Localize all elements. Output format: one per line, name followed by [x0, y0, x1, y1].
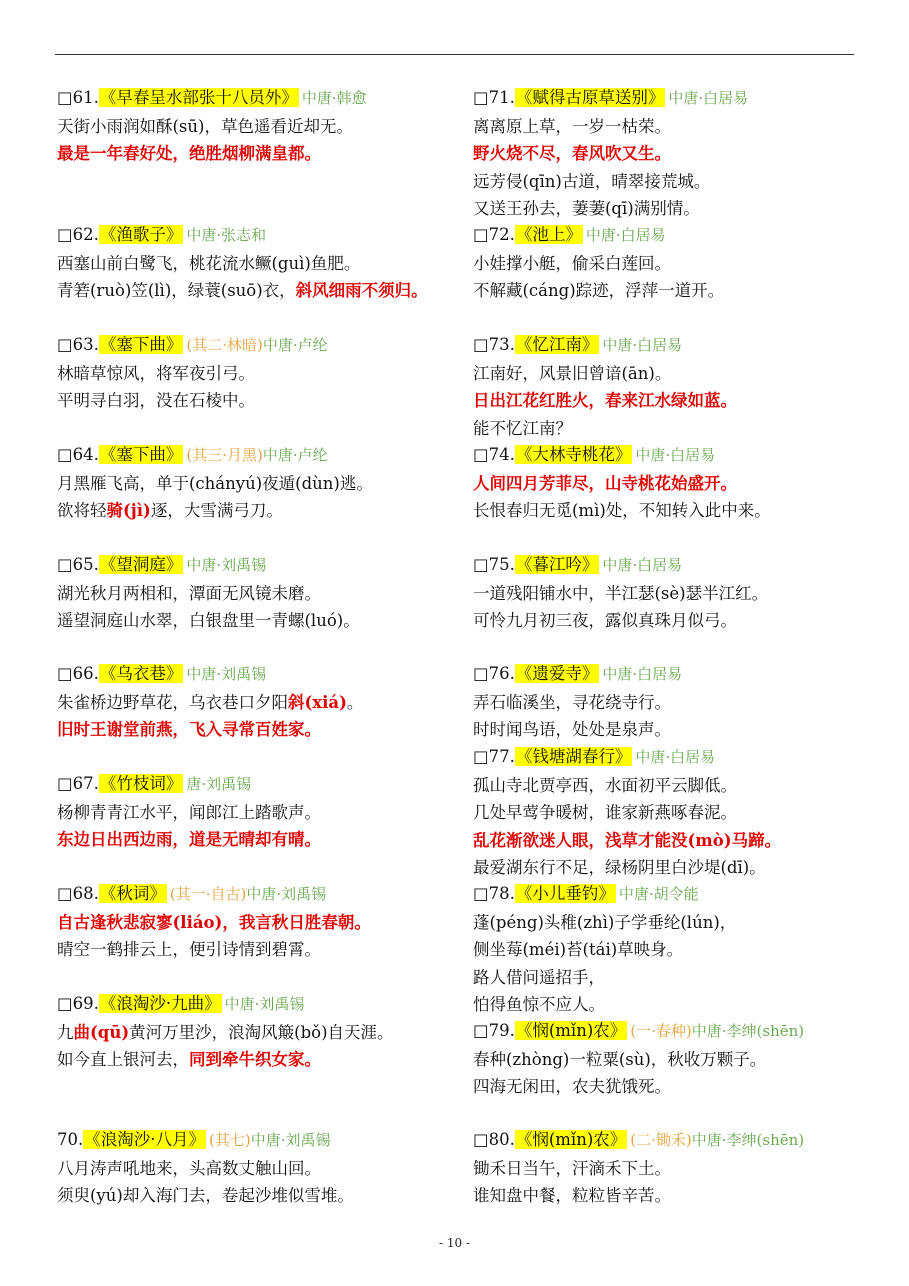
poem-line	[57, 909, 371, 937]
poem-line	[57, 1155, 354, 1183]
poem-line	[57, 497, 373, 525]
poem-title-line	[473, 221, 724, 250]
poem-subtitle: (其七)	[209, 1131, 251, 1149]
poem-line	[57, 140, 367, 168]
poem-line	[473, 799, 781, 827]
poem-entry	[57, 990, 394, 1074]
verse-text: 怕得鱼惊不应人。	[473, 995, 605, 1014]
poem-entry	[57, 84, 367, 168]
poem-entry	[473, 441, 771, 525]
poem-title-line	[473, 880, 736, 909]
header-rule	[55, 54, 854, 55]
verse-text: 。	[346, 692, 364, 712]
poem-number: □65.	[57, 555, 99, 574]
poem-line	[473, 1182, 804, 1210]
poem-entry	[473, 660, 682, 744]
highlight-verse: 自古逢秋悲寂寥(liáo)，我言秋日胜春朝。	[57, 912, 371, 932]
poem-author: 唐·刘禹锡	[186, 775, 252, 793]
poem-entry	[473, 880, 736, 1019]
poem-title-line	[473, 331, 737, 360]
poem-number: □66.	[57, 664, 99, 683]
highlight-verse: 同到牵牛织女家。	[189, 1050, 321, 1069]
poem-number: □77.	[473, 747, 515, 766]
verse-text: 弄石临溪坐，寻花绕寺行。	[473, 692, 671, 712]
poem-author: 中唐·刘禹锡	[186, 665, 267, 683]
poem-line	[473, 140, 748, 168]
poem-number: □68.	[57, 884, 99, 903]
poem-line	[57, 826, 321, 854]
poem-title-line	[57, 660, 363, 689]
poem-entry	[57, 441, 373, 525]
poem-line	[57, 580, 360, 608]
poem-line	[473, 387, 737, 415]
poem-title: 《悯(mǐn)农》	[515, 1021, 627, 1040]
poem-line	[57, 387, 328, 415]
poem-entry	[473, 551, 768, 635]
verse-text: 蓬(péng)头稚(zhì)子学垂纶(lún)，	[473, 912, 737, 932]
poem-line	[57, 716, 363, 744]
verse-text: 朱雀桥边野草花，乌衣巷口夕阳	[57, 692, 288, 712]
verse-text: 九	[57, 1022, 74, 1042]
verse-text: 最爱湖东行不足，绿杨阴里白沙堤(dī)。	[473, 858, 766, 877]
poem-entry	[473, 331, 737, 442]
poem-line	[473, 113, 748, 141]
poem-title: 《秋词》	[99, 884, 166, 903]
highlight-verse: 人间四月芳菲尽，山寺桃花始盛开。	[473, 473, 737, 493]
verse-text: 一道残阳铺水中，半江瑟(sè)瑟半江红。	[473, 583, 769, 603]
verse-text: 又送王孙去，萋萋(qī)满别情。	[473, 199, 700, 218]
poem-title: 《池上》	[515, 225, 582, 244]
poem-number: □78.	[473, 884, 515, 903]
highlight-verse: 乱花渐欲迷人眼，浅草才能没(mò)马蹄。	[473, 830, 782, 850]
poem-title-line	[57, 551, 360, 580]
poem-author: 中唐·刘禹锡	[186, 556, 267, 574]
poem-line	[473, 1046, 804, 1074]
verse-text: 孤山寺北贾亭西，水面初平云脚低。	[473, 775, 737, 795]
verse-text: 谁知盘中餐，粒粒皆辛苦。	[473, 1186, 671, 1205]
poem-entry	[57, 551, 360, 635]
verse-text: 八月涛声吼地来，头高数丈触山回。	[57, 1158, 321, 1178]
poem-title: 《乌衣巷》	[99, 664, 183, 683]
verse-text: 须臾(yú)却入海门去，卷起沙堆似雪堆。	[57, 1186, 354, 1205]
poem-author: 中唐·白居易	[602, 336, 683, 354]
page-number: - 10 -	[438, 1236, 470, 1250]
poem-author: 中唐·李绅(shēn)	[691, 1131, 805, 1149]
verse-text: 晴空一鹤排云上，便引诗情到碧霄。	[57, 940, 321, 959]
verse-text: 月黑雁飞高，单于(chányú)夜遁(dùn)逃。	[57, 473, 373, 493]
verse-text: 天街小雨润如酥(sū)，草色遥看近却无。	[57, 116, 353, 136]
poem-title: 《浪淘沙·九曲》	[99, 994, 221, 1013]
verse-text: 不解藏(cáng)踪迹，浮萍一道开。	[473, 281, 725, 300]
verse-text: 青箬(ruò)笠(lì)，绿蓑(suō)衣，	[57, 281, 296, 300]
verse-text: 杨柳青青江水平，闻郎江上踏歌声。	[57, 802, 321, 822]
poem-author: 中唐·李绅(shēn)	[691, 1022, 805, 1040]
poem-line	[57, 277, 428, 305]
poem-author: 中唐·白居易	[635, 446, 716, 464]
verse-text: 遥望洞庭山水翠，白银盘里一青螺(luó)。	[57, 611, 360, 630]
poem-subtitle: (其三·月黑)	[186, 446, 263, 464]
poem-title: 《望洞庭》	[99, 555, 183, 574]
poem-title-line	[473, 84, 748, 113]
poem-line	[473, 716, 682, 744]
poem-title: 《赋得古原草送别》	[515, 88, 665, 107]
poem-line	[57, 607, 360, 635]
poem-number: □61.	[57, 88, 99, 107]
poem-title-line	[473, 551, 768, 580]
poem-title: 《大林寺桃花》	[515, 445, 632, 464]
poem-line	[473, 991, 736, 1019]
poem-title-line	[473, 660, 682, 689]
poem-line	[473, 1073, 804, 1101]
poem-line	[473, 964, 736, 992]
poem-line	[473, 497, 771, 525]
poem-line	[57, 250, 428, 278]
poem-line	[57, 360, 328, 388]
verse-text: 时时闻鸟语，处处是泉声。	[473, 720, 671, 739]
poem-title-line	[57, 880, 371, 909]
poem-title-line	[473, 1126, 804, 1155]
verse-text: 平明寻白羽，没在石棱中。	[57, 391, 255, 410]
poem-title-line	[473, 1017, 804, 1046]
poem-title: 《塞下曲》	[99, 445, 183, 464]
poem-subtitle: (一·春种)	[630, 1022, 692, 1040]
poem-line	[473, 1155, 804, 1183]
highlight-verse: 最是一年春好处，绝胜烟柳满皇都。	[57, 144, 321, 163]
poem-line	[57, 1019, 394, 1047]
poem-title-line	[473, 441, 771, 470]
poem-entry	[473, 743, 781, 882]
verse-text: 西塞山前白鹭飞，桃花流水鳜(guì)鱼肥。	[57, 253, 361, 273]
poem-title-line	[57, 770, 321, 799]
poem-title: 《钱塘湖春行》	[515, 747, 632, 766]
poem-number: □63.	[57, 335, 99, 354]
poem-line	[473, 168, 748, 196]
highlight-verse: 曲(qū)	[73, 1022, 130, 1042]
poem-title: 《遗爱寺》	[515, 664, 599, 683]
poem-entry	[473, 1017, 804, 1101]
highlight-verse: 旧时王谢堂前燕，飞入寻常百姓家。	[57, 720, 321, 739]
poem-line	[473, 854, 781, 882]
verse-text: 小娃撑小艇，偷采白莲回。	[473, 253, 671, 273]
poem-title: 《小儿垂钓》	[515, 884, 615, 903]
poem-author: 中唐·白居易	[585, 226, 666, 244]
poem-title-line	[57, 1126, 354, 1155]
poem-title-line	[57, 221, 428, 250]
poem-author: 中唐·白居易	[668, 89, 749, 107]
poem-author: 中唐·白居易	[602, 665, 683, 683]
poem-author: 中唐·刘禹锡	[224, 995, 305, 1013]
poem-number: □76.	[473, 664, 515, 683]
poem-entry	[57, 880, 371, 964]
poem-author: 中唐·白居易	[602, 556, 683, 574]
poem-title-line	[57, 84, 367, 113]
poem-author: 中唐·卢纶	[262, 446, 328, 464]
poem-line	[473, 415, 737, 443]
poem-title: 《竹枝词》	[99, 774, 183, 793]
poem-entry	[473, 84, 748, 223]
poem-title-line	[57, 331, 328, 360]
verse-text: 锄禾日当午，汗滴禾下土。	[473, 1158, 671, 1178]
verse-text: 路人借问遥招手，	[473, 967, 605, 987]
poem-line	[473, 470, 771, 498]
poem-number: 70.	[57, 1130, 84, 1149]
verse-text: 四海无闲田，农夫犹饿死。	[473, 1077, 671, 1096]
poem-author: 中唐·白居易	[635, 748, 716, 766]
highlight-verse: 日出江花红胜火，春来江水绿如蓝。	[473, 391, 737, 410]
poem-title-line	[57, 441, 373, 470]
poem-entry	[57, 221, 428, 305]
verse-text: 林暗草惊风，将军夜引弓。	[57, 363, 255, 383]
highlight-verse: 东边日出西边雨，道是无晴却有晴。	[57, 830, 321, 849]
poem-title: 《早春呈水部张十八员外》	[99, 88, 298, 107]
poem-line	[473, 250, 724, 278]
poem-entry	[473, 1126, 804, 1210]
verse-text: 欲将轻	[57, 501, 107, 520]
poem-entry	[57, 770, 321, 854]
verse-text: 可怜九月初三夜，露似真珠月似弓。	[473, 611, 737, 630]
verse-text: 远芳侵(qīn)古道，晴翠接荒城。	[473, 171, 711, 191]
highlight-verse: 骑(jì)	[106, 501, 151, 520]
poem-line	[473, 772, 781, 800]
poem-line	[57, 470, 373, 498]
poem-number: □80.	[473, 1130, 515, 1149]
poem-number: □75.	[473, 555, 515, 574]
poem-subtitle: (其二·林暗)	[186, 336, 263, 354]
verse-text: 能不忆江南？	[473, 418, 572, 438]
poem-title-line	[57, 990, 394, 1019]
poem-number: □79.	[473, 1021, 515, 1040]
poem-line	[57, 1046, 394, 1074]
poem-number: □74.	[473, 445, 515, 464]
poem-title: 《塞下曲》	[99, 335, 183, 354]
highlight-verse: 斜(xiá)	[288, 692, 347, 712]
poem-title: 《暮江吟》	[515, 555, 599, 574]
poem-author: 中唐·张志和	[186, 226, 267, 244]
poem-subtitle: (二·锄禾)	[630, 1131, 692, 1149]
poem-line	[57, 113, 367, 141]
poem-entry	[57, 660, 363, 744]
poem-author: 中唐·卢纶	[262, 336, 328, 354]
poem-line	[473, 607, 768, 635]
verse-text: 逐，大雪满弓刀。	[150, 501, 283, 520]
verse-text: 几处早莺争暖树，谁家新燕啄春泥。	[473, 803, 737, 822]
poem-line	[473, 827, 781, 855]
poem-number: □67.	[57, 774, 99, 793]
poem-line	[57, 799, 321, 827]
poem-title: 《悯(mǐn)农》	[515, 1130, 627, 1149]
poem-entry	[473, 221, 724, 305]
poem-line	[473, 195, 748, 223]
poem-line	[473, 909, 736, 937]
poem-author: 中唐·刘禹锡	[246, 885, 327, 903]
poem-title: 《浪淘沙·八月》	[84, 1130, 205, 1149]
highlight-verse: 斜风细雨不须归。	[295, 281, 428, 300]
poem-subtitle: (其一·自古)	[169, 885, 247, 903]
poem-number: □62.	[57, 225, 99, 244]
poem-number: □72.	[473, 225, 515, 244]
verse-text: 黄河万里沙，浪淘风簸(bǒ)自天涯。	[129, 1022, 394, 1042]
highlight-verse: 野火烧不尽，春风吹又生。	[473, 144, 671, 163]
poem-line	[473, 689, 682, 717]
poem-number: □69.	[57, 994, 99, 1013]
verse-text: 侧坐莓(méi)苔(tái)草映身。	[473, 940, 684, 959]
poem-author: 中唐·胡令能	[618, 885, 699, 903]
poem-line	[473, 277, 724, 305]
poem-title-line	[473, 743, 781, 772]
poem-author: 中唐·韩愈	[301, 89, 367, 107]
poem-line	[473, 580, 768, 608]
verse-text: 如今直上银河去，	[57, 1050, 189, 1069]
verse-text: 春种(zhòng)一粒粟(sù)，秋收万颗子。	[473, 1049, 767, 1069]
poem-number: □73.	[473, 335, 515, 354]
verse-text: 离离原上草，一岁一枯荣。	[473, 116, 671, 136]
poem-number: □71.	[473, 88, 515, 107]
poem-number: □64.	[57, 445, 99, 464]
verse-text: 长恨春归无觅(mì)处，不知转入此中来。	[473, 501, 771, 520]
poem-entry	[57, 331, 328, 415]
verse-text: 江南好，风景旧曾谙(ān)。	[473, 363, 672, 383]
poem-entry	[57, 1126, 354, 1210]
poem-line	[473, 936, 736, 964]
poem-line	[57, 936, 371, 964]
poem-line	[473, 360, 737, 388]
poem-line	[57, 689, 363, 717]
poem-title: 《渔歌子》	[99, 225, 183, 244]
poem-line	[57, 1182, 354, 1210]
verse-text: 湖光秋月两相和，潭面无风镜未磨。	[57, 583, 321, 603]
poem-title: 《忆江南》	[515, 335, 599, 354]
poem-author: 中唐·刘禹锡	[250, 1131, 331, 1149]
